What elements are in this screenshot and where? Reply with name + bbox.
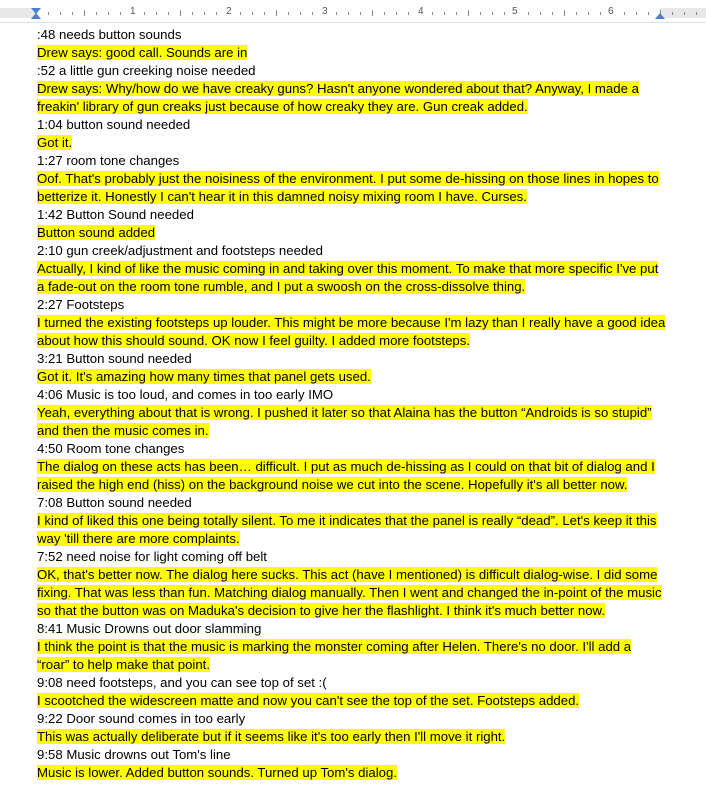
highlighted-reply-text: Button sound added: [37, 225, 156, 240]
reply-line: [37, 170, 667, 188]
highlighted-reply-text: “roar” to help make that point.: [37, 657, 210, 672]
right-indent-marker[interactable]: [655, 13, 665, 19]
ruler-tick: [348, 12, 349, 15]
highlighted-reply-text: Yeah, everything about that is wrong. I pushed it later so that Alaina has the button “Androids is so stupid”: [37, 405, 652, 420]
highlighted-reply-text: I scootched the widescreen matte and now you can't see the top of the set. Footsteps added.: [37, 693, 580, 708]
highlighted-reply-text: betterize it. Honestly I can't hear it in this damned noisy mixing room I have. Curses.: [37, 189, 527, 204]
highlighted-reply-text: Actually, I kind of like the music coming in and taking over this moment. To make that more specific I've put: [37, 261, 659, 276]
reply-line: [37, 314, 667, 332]
highlighted-reply-text: Got it. It's amazing how many times that panel gets used.: [37, 369, 371, 384]
reply-line: [37, 224, 667, 242]
review-note: 3:21 Button sound needed: [37, 351, 192, 366]
ruler-tick: [192, 12, 193, 15]
ruler-tick: [180, 10, 181, 16]
ruler-tick: [672, 12, 673, 15]
reply-line: [37, 188, 667, 206]
highlighted-reply-text: I kind of liked this one being totally silent. To me it indicates that the panel is really “dead”. Let's keep it this: [37, 513, 657, 528]
highlighted-reply-text: freakin' library of gun creaks just because of how creaky they are. Gun creak added.: [37, 99, 528, 114]
ruler-tick: [444, 12, 445, 15]
reply-line: [37, 764, 667, 782]
ruler-tick: [396, 12, 397, 15]
highlighted-reply-text: fixing. That was less than fun. Matching dialog manually. Then I went and changed the in-point of the music: [37, 585, 662, 600]
ruler-tick: [360, 12, 361, 15]
reply-line: [37, 422, 667, 440]
reply-line: [37, 44, 667, 62]
ruler-tick: [564, 10, 565, 16]
review-note: 7:52 need noise for light coming off belt: [37, 549, 267, 564]
highlighted-reply-text: The dialog on these acts has been… difficult. I put as much de-hissing as I could on that bit of dialog and I: [37, 459, 655, 474]
ruler-label: 5: [512, 6, 518, 17]
ruler-tick: [624, 12, 625, 15]
review-note: 4:06 Music is too loud, and comes in too early IMO: [37, 387, 334, 402]
review-note: 4:50 Room tone changes: [37, 441, 185, 456]
review-note: 9:08 need footsteps, and you can see top of set :(: [37, 675, 327, 690]
review-note: 1:27 room tone changes: [37, 153, 180, 168]
ruler-tick: [492, 12, 493, 15]
reply-line: [37, 512, 667, 530]
ruler-tick: [84, 10, 85, 16]
ruler-tick: [588, 12, 589, 15]
highlighted-reply-text: Oof. That's probably just the noisiness of the environment. I put some de-hissing on those lines in hopes to: [37, 171, 659, 186]
reply-line: [37, 368, 667, 386]
reply-line: [37, 476, 667, 494]
reply-line: [37, 404, 667, 422]
review-note: 7:08 Button sound needed: [37, 495, 192, 510]
highlighted-reply-text: OK, that's better now. The dialog here sucks. This act (have I mentioned) is difficult dialog-wise. I did some: [37, 567, 658, 582]
ruler-label: 3: [322, 6, 328, 17]
ruler-tick: [468, 10, 469, 16]
ruler-tick: [264, 12, 265, 15]
ruler-tick: [120, 12, 121, 15]
ruler-tick: [336, 12, 337, 15]
reply-line: [37, 134, 667, 152]
document-body[interactable]: [37, 26, 667, 782]
highlighted-reply-text: This was actually deliberate but if it seems like it's too early then I'll move it right.: [37, 729, 506, 744]
review-note: 1:04 button sound needed: [37, 117, 191, 132]
ruler-tick: [372, 10, 373, 16]
reply-line: [37, 584, 667, 602]
reply-line: [37, 332, 667, 350]
ruler-label: 6: [608, 6, 614, 17]
ruler-tick: [684, 12, 685, 15]
ruler-tick: [252, 12, 253, 15]
ruler-tick: [300, 12, 301, 15]
ruler-tick: [384, 12, 385, 15]
highlighted-reply-text: about how this should sound. OK now I feel guilty. I added more footsteps.: [37, 333, 471, 348]
highlighted-reply-text: I think the point is that the music is marking the monster coming after Helen. There's no door. I'll add a: [37, 639, 632, 654]
reply-line: [37, 566, 667, 584]
left-indent-marker[interactable]: [31, 13, 41, 19]
ruler-tick: [636, 12, 637, 15]
reply-line: [37, 260, 667, 278]
review-note: :48 needs button sounds: [37, 27, 182, 42]
ruler-tick: [240, 12, 241, 15]
ruler-tick: [504, 12, 505, 15]
reply-line: [37, 638, 667, 656]
review-note: 2:27 Footsteps: [37, 297, 125, 312]
highlighted-reply-text: a fade-out on the room tone rumble, and I put a swoosh on the cross-dissolve thing.: [37, 279, 526, 294]
ruler-tick: [480, 12, 481, 15]
review-note: 1:42 Button Sound needed: [37, 207, 194, 222]
ruler-tick: [408, 12, 409, 15]
reply-line: [37, 692, 667, 710]
ruler-right-margin: [660, 8, 706, 18]
ruler-tick: [168, 12, 169, 15]
ruler-tick: [576, 12, 577, 15]
review-note: 2:10 gun creek/adjustment and footsteps needed: [37, 243, 323, 258]
ruler-tick: [528, 12, 529, 15]
ruler-label: 4: [418, 6, 424, 17]
highlighted-reply-text: Got it.: [37, 135, 73, 150]
ruler-label: 1: [130, 6, 136, 17]
ruler-tick: [48, 12, 49, 15]
highlighted-reply-text: Drew says: good call. Sounds are in: [37, 45, 248, 60]
review-note: 8:41 Music Drowns out door slamming: [37, 621, 262, 636]
reply-line: [37, 530, 667, 548]
reply-line: [37, 98, 667, 116]
ruler-tick: [648, 12, 649, 15]
ruler-tick: [312, 12, 313, 15]
reply-line: [37, 458, 667, 476]
highlighted-reply-text: Drew says: Why/how do we have creaky guns? Hasn't anyone wondered about that? Anyway, I made a: [37, 81, 639, 96]
ruler-tick: [540, 12, 541, 15]
highlighted-reply-text: raised the high end (hiss) on the background noise we cut into the scene. Hopefully it's all better now.: [37, 477, 628, 492]
ruler-tick: [276, 10, 277, 16]
ruler-tick: [216, 12, 217, 15]
highlighted-reply-text: I turned the existing footsteps up louder. This might be more because I'm lazy than I really have a good idea: [37, 315, 666, 330]
ruler-tick: [96, 12, 97, 15]
ruler-tick: [204, 12, 205, 15]
highlighted-reply-text: way 'till there are more complaints.: [37, 531, 240, 546]
ruler-tick: [60, 12, 61, 15]
ruler-tick: [552, 12, 553, 15]
review-note: :52 a little gun creeking noise needed: [37, 63, 256, 78]
reply-line: [37, 602, 667, 620]
ruler-tick: [156, 12, 157, 15]
ruler-tick: [600, 12, 601, 15]
ruler-tick: [432, 12, 433, 15]
ruler-tick: [108, 12, 109, 15]
ruler-tick: [456, 12, 457, 15]
reply-line: [37, 656, 667, 674]
reply-line: [37, 728, 667, 746]
highlighted-reply-text: Music is lower. Added button sounds. Turned up Tom's dialog.: [37, 765, 398, 780]
ruler-label: 2: [226, 6, 232, 17]
review-note: 9:58 Music drowns out Tom's line: [37, 747, 231, 762]
ruler-tick: [696, 12, 697, 15]
highlighted-reply-text: and then the music comes in.: [37, 423, 209, 438]
highlighted-reply-text: so that the button was on Maduka's decision to give her the flashlight. I think it's much better now.: [37, 603, 606, 618]
ruler-tick: [72, 12, 73, 15]
ruler-tick: [144, 12, 145, 15]
reply-line: [37, 80, 667, 98]
reply-line: [37, 278, 667, 296]
ruler-tick: [288, 12, 289, 15]
review-note: 9:22 Door sound comes in too early: [37, 711, 246, 726]
horizontal-ruler[interactable]: [0, 0, 706, 23]
